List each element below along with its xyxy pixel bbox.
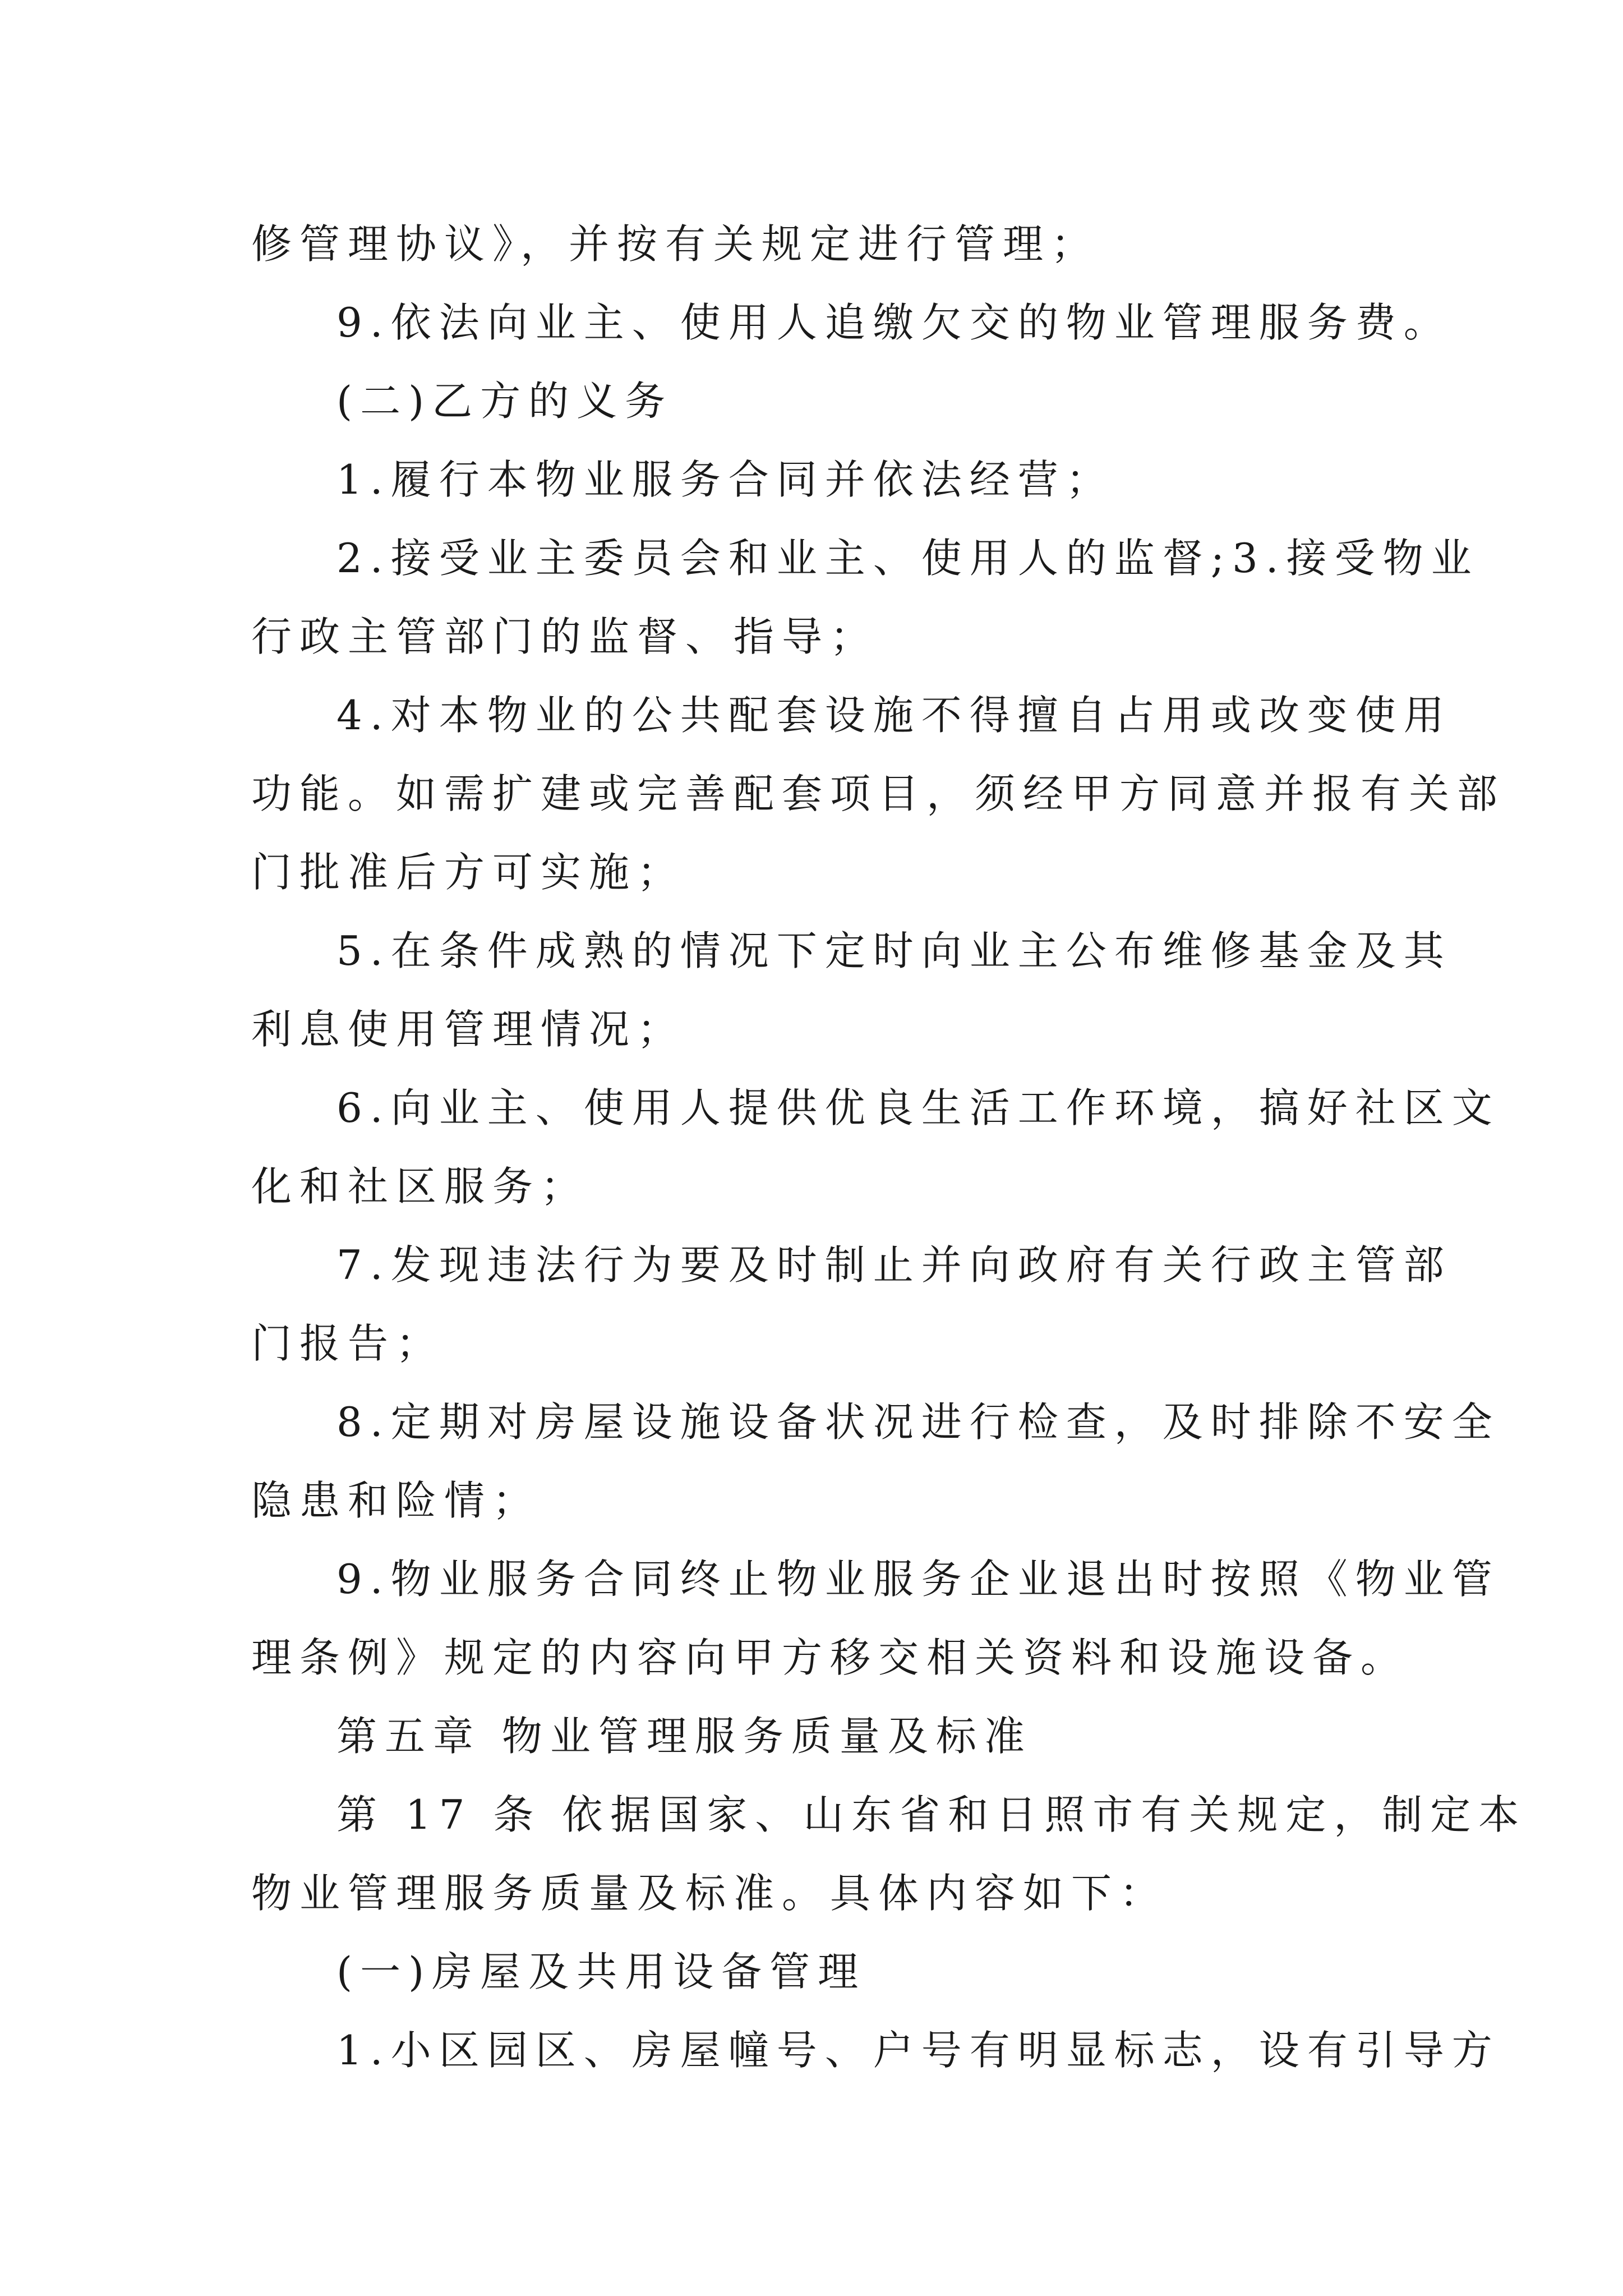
section-heading: (二)乙方的义务 [336, 378, 674, 425]
text-line: 2.接受业主委员会和业主、使用人的监督;3.接受物业 [336, 535, 1479, 582]
text-line: 4.对本物业的公共配套设施不得擅自占用或改变使用 [336, 692, 1452, 739]
text-line: 5.在条件成熟的情况下定时向业主公布维修基金及其 [336, 927, 1452, 974]
text-line: 9.物业服务合同终止物业服务企业退出时按照《物业管 [336, 1556, 1500, 1603]
text-line: 6.向业主、使用人提供优良生活工作环境，搞好社区文 [336, 1084, 1500, 1131]
text-line: 9.依法向业主、使用人追缴欠交的物业管理服务费。 [336, 299, 1452, 346]
text-line: 1.小区园区、房屋幢号、户号有明显标志，设有引导方 [336, 2027, 1500, 2074]
text-line: 修管理协议》，并按有关规定进行管理； [251, 220, 1100, 268]
text-line: 7.发现违法行为要及时制止并向政府有关行政主管部 [336, 1241, 1452, 1289]
text-line: 门批准后方可实施； [251, 849, 686, 896]
text-line: 物业管理服务质量及标准。具体内容如下： [251, 1870, 1168, 1917]
chapter-heading: 第五章 物业管理服务质量及标准 [336, 1713, 1032, 1760]
section-heading: (一)房屋及共用设备管理 [336, 1948, 866, 1995]
text-line: 1.履行本物业服务合同并依法经营； [336, 456, 1114, 503]
text-line: 门报告； [251, 1320, 445, 1367]
text-line: 利息使用管理情况； [251, 1006, 686, 1053]
text-line: 第 17 条 依据国家、山东省和日照市有关规定，制定本 [336, 1791, 1527, 1838]
text-line: 功能。如需扩建或完善配套项目，须经甲方同意并报有关部 [251, 770, 1506, 817]
text-line: 隐患和险情； [251, 1477, 541, 1524]
text-line: 理条例》规定的内容向甲方移交相关资料和设施设备。 [251, 1634, 1409, 1681]
text-line: 8.定期对房屋设施设备状况进行检查，及时排除不安全 [336, 1398, 1500, 1446]
text-line: 化和社区服务； [251, 1163, 589, 1210]
text-line: 行政主管部门的监督、指导； [251, 613, 879, 660]
